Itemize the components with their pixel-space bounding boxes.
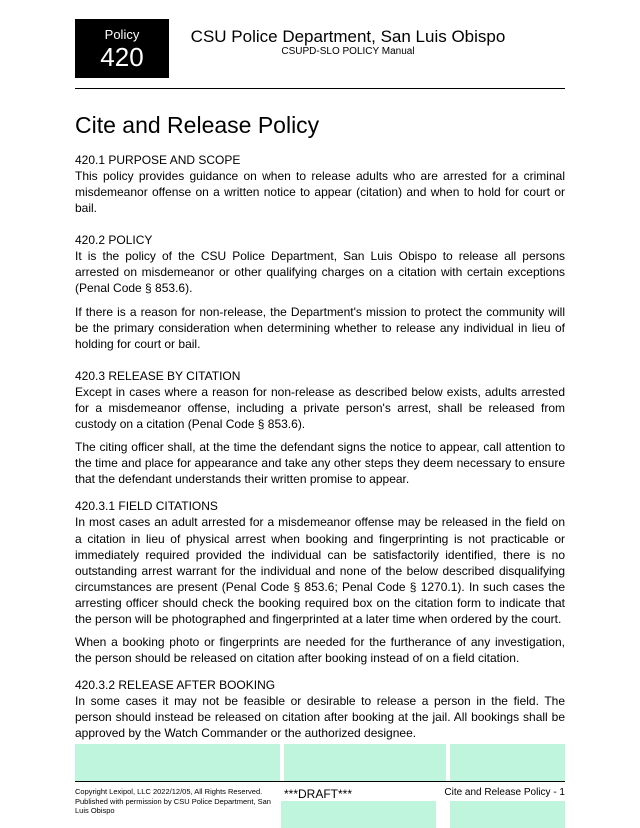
document-body — [75, 111, 565, 769]
paragraph: It is the policy of the CSU Police Department, San Luis Obispo to release all persons arrested on misdemeanor or other qualifying charges on a citation with certain exceptions (Penal Code § 853.6). — [75, 249, 565, 296]
paragraph: When a booking photo or fingerprints are needed for the furtherance of any investigation, the person should be released on citation after booking instead of on a field citation. — [75, 635, 565, 666]
footer-page-label: Cite and Release Policy - 1 — [444, 787, 565, 798]
paragraph: In most cases an adult arrested for a misdemeanor offense may be released in the field on a citation in lieu of physical arrest when booking and fingerprinting is not practicable or immediately required provided the individual can be satisfactorily identified, there is no outstanding arrest warrant for the individual and none of the below described disqualifying circumstances are present (Penal Code § 853.6; Penal Code § 1270.1). In such cases the arresting officer should check the booking required box on the citation form to indicate that the person will be photographed and fingerprinted at a later time when ordered by the court. — [75, 515, 565, 626]
section-heading: 420.1 PURPOSE AND SCOPE — [75, 153, 241, 167]
section-heading: 420.3.2 RELEASE AFTER BOOKING — [75, 678, 276, 693]
document-title: Cite and Release Policy — [75, 112, 320, 138]
highlight-block — [450, 801, 565, 828]
paragraph: If there is a reason for non-release, the Department's mission to protect the community will be the primary consideration when determining whether to release any individual in lieu of holding for court or bail. — [75, 304, 565, 351]
section-heading: 420.3.1 FIELD CITATIONS — [75, 499, 218, 514]
section-heading: 420.2 POLICY — [75, 233, 153, 248]
paragraph: Except in cases where a reason for non-release as described below exists, adults arrested for a misdemeanor offense, including a private person's arrest, shall be released from custody on a citation (Penal Code § 853.6). — [75, 384, 565, 432]
highlight-block — [450, 744, 565, 781]
policy-label: Policy — [104, 27, 140, 42]
policy-number: 420 — [100, 42, 144, 72]
org-title: CSU Police Department, San Luis Obispo — [190, 27, 506, 46]
policy-number-box — [75, 19, 169, 78]
paragraph: In some cases it may not be feasible or desirable to release a person in the field. The person should instead be released on citation after booking at the jail. All bookings shall be approved by the Watch Commander or the authorized designee. — [75, 694, 565, 741]
paragraph: This policy provides guidance on when to release adults who are arrested for a criminal misdemeanor offense on a written notice to appear (citation) and when to hold for court or bail. — [75, 169, 565, 216]
highlight-block — [281, 801, 436, 828]
header-rule — [75, 88, 565, 89]
section-heading: 420.3 RELEASE BY CITATION — [75, 368, 241, 383]
footer-rule — [75, 781, 565, 782]
footer-draft-mark: ***DRAFT*** — [284, 787, 353, 801]
highlight-block — [284, 744, 446, 781]
org-subtitle: CSUPD-SLO POLICY Manual — [281, 46, 415, 57]
paragraph: The citing officer shall, at the time the defendant signs the notice to appear, call attention to the time and place for appearance and take any other steps they deem necessary to ensure that the defendant understands their written promise to appear. — [75, 440, 565, 487]
highlight-block — [75, 744, 280, 781]
footer-copyright: Copyright Lexipol, LLC 2022/12/05, All Rights Reserved. Published with permission by CSU Police Department, San Luis Obispo — [75, 787, 271, 815]
